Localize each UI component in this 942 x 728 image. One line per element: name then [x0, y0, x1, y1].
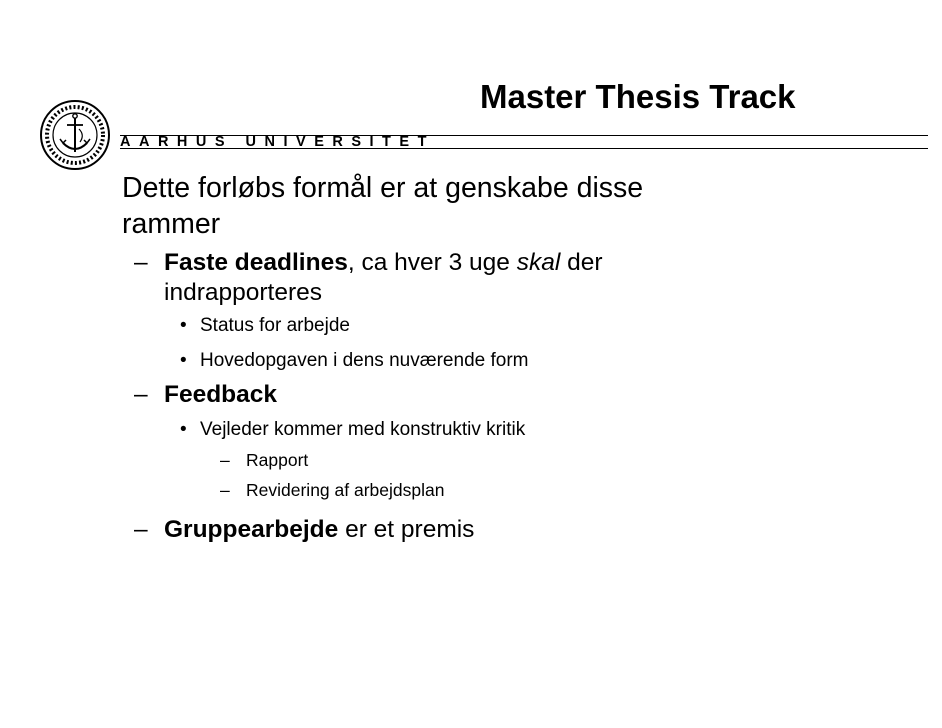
lead-line-1: Dette forløbs formål er at genskabe disse: [122, 172, 644, 204]
bullet-vejleder-text: Vejleder kommer med konstruktiv kritik: [200, 419, 526, 440]
bullet-status: [122, 314, 902, 337]
bullet-hovedopgaven: [122, 349, 902, 372]
university-wordmark: AARHUS UNIVERSITET: [120, 134, 435, 150]
dash-marker: –: [134, 381, 148, 408]
university-seal-icon: [38, 98, 112, 172]
item-gruppearbejde: [122, 515, 902, 545]
subitem-rapport: [122, 449, 902, 471]
bullet-status-text: Status for arbejde: [200, 315, 350, 336]
item-deadlines-line2: [122, 278, 902, 308]
dash-marker: –: [134, 516, 148, 543]
bullet-marker: •: [180, 315, 187, 336]
item-deadlines: [122, 248, 902, 278]
item-feedback-bold: Feedback: [164, 381, 278, 408]
item-deadlines-line2-text: indrapporteres: [164, 279, 322, 306]
item-gruppearbejde-bold: Gruppearbejde: [164, 516, 339, 543]
bullet-vejleder: [122, 418, 902, 441]
item-deadlines-text-b: der: [560, 249, 603, 276]
item-gruppearbejde-text: er et premis: [338, 516, 475, 543]
sub-dash-marker: –: [220, 450, 230, 470]
item-deadlines-text-a: , ca hver 3 uge: [347, 249, 517, 276]
lead-line-2: rammer: [122, 208, 221, 240]
dash-marker: –: [134, 249, 148, 276]
item-deadlines-italic: skal: [516, 249, 561, 276]
sub-dash-marker: –: [220, 480, 230, 500]
bullet-marker: •: [180, 350, 187, 371]
subitem-rapport-text: Rapport: [246, 450, 309, 470]
subitem-arbejdsplan-text: Revidering af arbejdsplan: [246, 480, 445, 500]
item-feedback: [122, 380, 902, 410]
slide-body: [122, 170, 902, 545]
subitem-arbejdsplan: [122, 479, 902, 501]
item-deadlines-bold: Faste deadlines: [164, 249, 348, 276]
bullet-hovedopgaven-text: Hovedopgaven i dens nuværende form: [200, 350, 529, 371]
slide-title: Master Thesis Track: [480, 78, 796, 115]
bullet-marker: •: [180, 419, 187, 440]
